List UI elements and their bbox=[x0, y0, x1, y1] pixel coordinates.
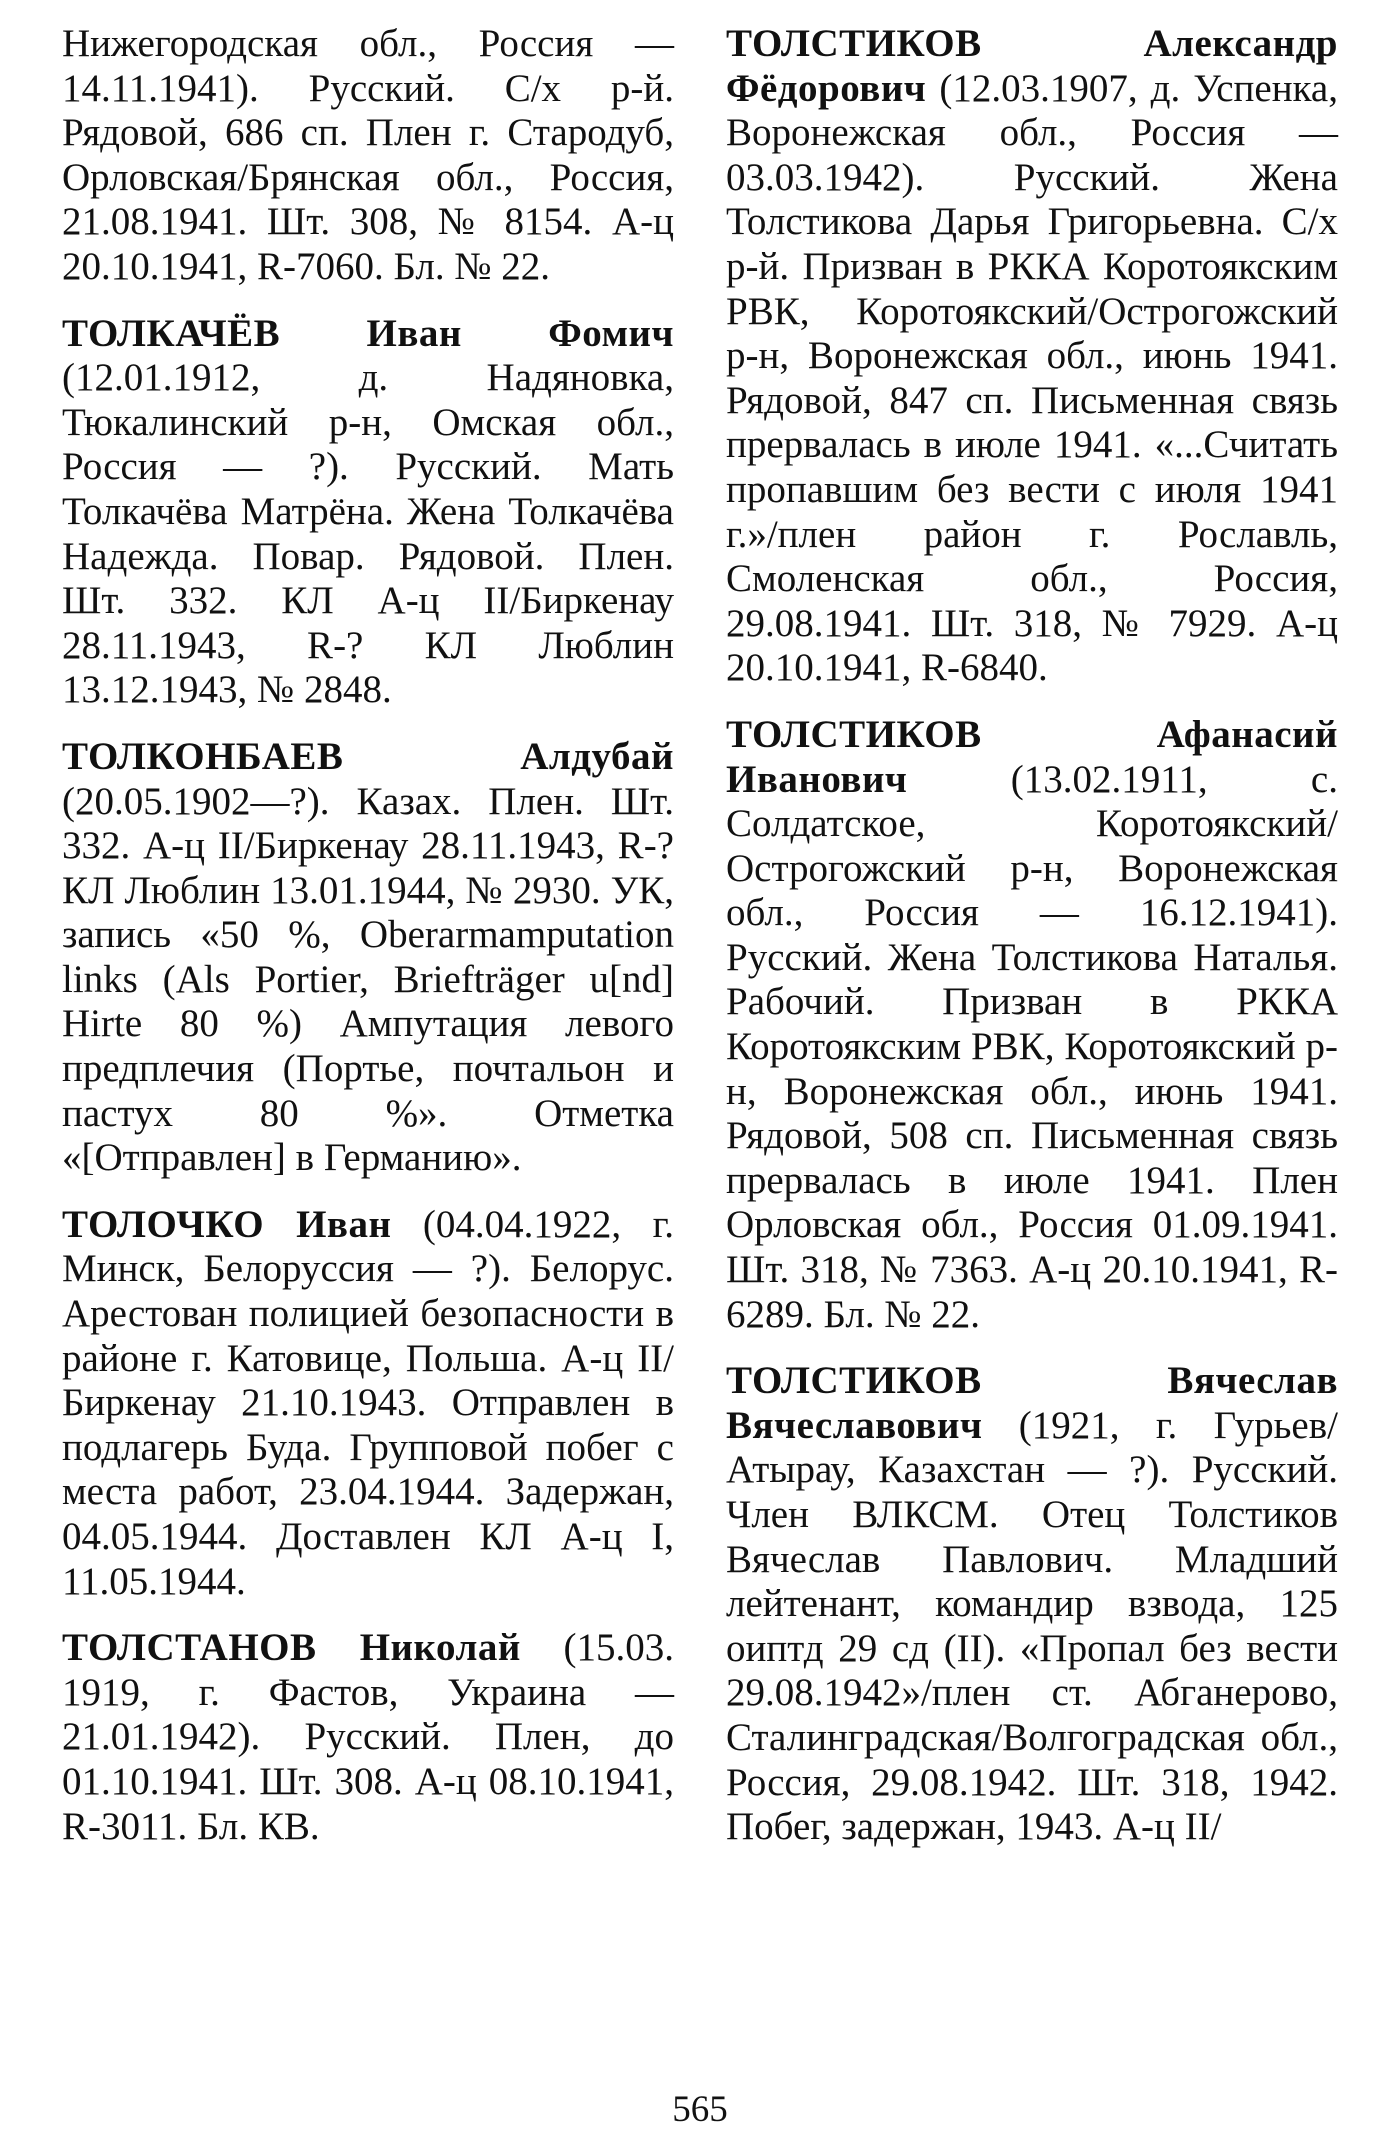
entry-text: Нижегородская обл., Россия — 14.11.1941). Русский. С/х р-й. Рядовой, 686 сп. Плен г. Стародуб, Орловская/Брянская обл., Россия, 21.08.1941. Шт. 308, № 8154. А-ц 20.10.1941, R-7060. Бл. № 22. bbox=[62, 22, 674, 288]
entry-tolstikov-afanasiy bbox=[726, 713, 1338, 1337]
entry-name: ТОЛСТИКОВ Афанасий Иванович bbox=[726, 712, 1338, 801]
entry-text: (15.03. 1919, г. Фастов, Украина — 21.01.1942). Русский. Плен, до 01.10.1941. Шт. 308. А-ц 08.10.1941, R-3011. Бл. КВ. bbox=[62, 1626, 674, 1848]
entry-tolochko bbox=[62, 1203, 674, 1604]
entry-text: (20.05.1902—?). Казах. Плен. Шт. 332. А-ц II/Биркенау 28.11.1943, R-? КЛ Люблин 13.01.1944, № 2930. УК, запись «50 %, Oberarmamputation links (Als Portier, Briefträger u[nd] Hirte 80 %) Ампутация левого предплечия (Портье, почтальон и пастух 80 %». Отметка «[Отправлен] в Германию». bbox=[62, 779, 674, 1180]
entry-text: (1921, г. Гурьев/ Атырау, Казахстан — ?). Русский. Член ВЛКСМ. Отец Толстиков Вячеслав Павлович. Младший лейтенант, командир взвода, 125 оиптд 29 сд (II). «Пропал без вести 29.08.1942»/плен ст. Абганерово, Сталинградская/Волгоградская обл., Россия, 29.08.1942. Шт. 318, 1942. Побег, задержан, 1943. А-ц II/ bbox=[726, 1403, 1338, 1849]
entry-text: (13.02.1911, с. Солдатское, Коротоякский/Острогожский р-н, Воронежская обл., Россия — 16.12.1941). Русский. Жена Толстикова Наталья. Рабочий. Призван в РККА Коротоякским РВК, Коротоякский р-н, Воронежская обл., июнь 1941. Рядовой, 508 сп. Письменная связь прервалась в июле 1941. Плен Орловская обл., Россия 01.09.1941. Шт. 318, № 7363. А-ц 20.10.1941, R-6289. Бл. № 22. bbox=[726, 757, 1338, 1336]
entry-text: (04.04.1922, г. Минск, Белоруссия — ?). Белорус. Арестован полицией безопасности в районе г. Катовице, Польша. А-ц II/Биркенау 21.10.1943. Отправлен в подлагерь Буда. Групповой побег с места работ, 23.04.1944. Задержан, 04.05.1944. Доставлен КЛ А-ц I, 11.05.1944. bbox=[62, 1202, 674, 1603]
entry-tolkachev bbox=[62, 312, 674, 713]
entry-name: ТОЛСТИКОВ Вячеслав Вячеславович bbox=[726, 1359, 1338, 1447]
right-column bbox=[726, 22, 1338, 1872]
entry-name: ТОЛСТАНОВ Николай bbox=[62, 1626, 521, 1670]
page-number: 565 bbox=[672, 2089, 728, 2130]
left-column bbox=[62, 22, 674, 1871]
entry-name: ТОЛСТИКОВ Александр Фёдорович bbox=[726, 22, 1338, 110]
entry-name: ТОЛКАЧЁВ Иван Фомич bbox=[62, 311, 674, 355]
entry-name: ТОЛОЧКО Иван bbox=[62, 1202, 392, 1246]
entry-tolstanov bbox=[62, 1626, 674, 1849]
entry-tolstikov-vyacheslav bbox=[726, 1359, 1338, 1850]
entry-text: (12.03.1907, д. Успенка, Воронежская обл., Россия — 03.03.1942). Русский. Жена Толстикова Дарья Григорьевна. С/х р-й. Призван в РККА Коротоякским РВК, Коротоякский/Острогожский р-н, Воронежская обл., июнь 1941. Рядовой, 847 сп. Письменная связь прервалась в июле 1941. «...Считать пропавшим без вести с июля 1941 г.»/плен район г. Рославль, Смоленская обл., Россия, 29.08.1941. Шт. 318, № 7929. А-ц 20.10.1941, R-6840. bbox=[726, 66, 1338, 690]
entry-text: (12.01.1912, д. Надяновка, Тюкалинский р-н, Омская обл., Россия — ?). Русский. Мать Толкачёва Матрёна. Жена Толкачёва Надежда. Повар. Рядовой. Плен. Шт. 332. КЛ А-ц II/Биркенау 28.11.1943, R-? КЛ Люблин 13.12.1943, № 2848. bbox=[62, 356, 674, 712]
entry-tolstikov-aleksandr bbox=[726, 22, 1338, 691]
entry-continued bbox=[62, 22, 674, 290]
entry-tolkonbaev bbox=[62, 735, 674, 1181]
entry-name: ТОЛКОНБАЕВ Алдубай bbox=[62, 734, 674, 778]
